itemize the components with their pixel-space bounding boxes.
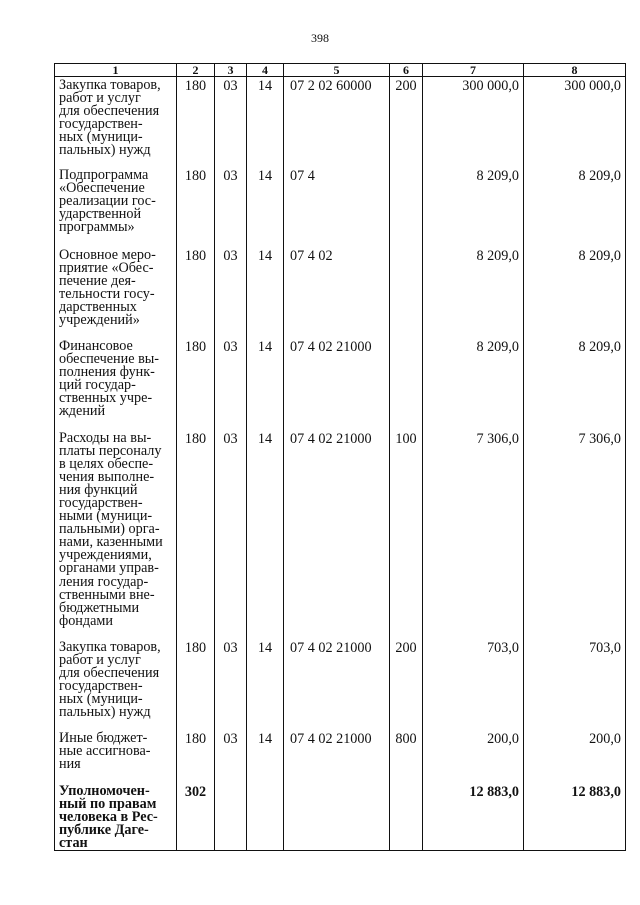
cell-expense-type (390, 247, 423, 338)
cell-target-article: 07 2 02 60000 (284, 77, 390, 167)
table-body (55, 77, 626, 851)
cell-expense-type (390, 338, 423, 430)
name-line: работ и услуг (59, 651, 141, 668)
cell-amount-year2: 12 883,0 (524, 783, 626, 851)
name-line: Расходы на вы- (59, 429, 152, 446)
name-line: ния функций (59, 481, 138, 498)
cell-name (55, 730, 177, 783)
name-line: ных (муници- (59, 129, 143, 146)
name-line: Закупка товаров, (59, 638, 161, 655)
cell-kvsr: 180 (177, 247, 215, 338)
name-line: Закупка товаров, (59, 77, 161, 93)
cell-section (215, 783, 247, 851)
cell-amount-year1: 12 883,0 (423, 783, 524, 851)
table-row (55, 783, 626, 851)
cell-expense-type: 200 (390, 77, 423, 167)
cell-section: 03 (215, 247, 247, 338)
cell-subsection: 14 (247, 77, 284, 167)
cell-amount-year2: 8 209,0 (524, 338, 626, 430)
cell-target-article: 07 4 02 21000 (284, 430, 390, 639)
table-row (55, 167, 626, 247)
cell-expense-type: 800 (390, 730, 423, 783)
name-line: пальных) нужд (59, 142, 151, 159)
name-line: ными (муници- (59, 508, 153, 525)
cell-expense-type: 200 (390, 639, 423, 730)
name-line: ударственной (59, 205, 142, 222)
name-line: ственных учре- (59, 389, 153, 406)
name-line: ждений (59, 402, 106, 419)
table-row (55, 639, 626, 730)
name-line: для обеспечения (59, 664, 160, 681)
name-line: «Обеспечение (59, 179, 145, 196)
column-header: 5 (284, 64, 390, 77)
name-line: Уполномочен- (59, 782, 150, 799)
name-line: в целях обеспе- (59, 455, 154, 472)
table-row (55, 430, 626, 639)
name-line: платы персоналу (59, 442, 162, 459)
cell-amount-year1: 703,0 (423, 639, 524, 730)
cell-amount-year2: 703,0 (524, 639, 626, 730)
cell-amount-year2: 7 306,0 (524, 430, 626, 639)
cell-amount-year1: 300 000,0 (423, 77, 524, 167)
name-line: человека в Рес- (59, 808, 158, 825)
name-line: Подпрограмма (59, 166, 149, 183)
cell-name (55, 338, 177, 430)
cell-amount-year1: 8 209,0 (423, 247, 524, 338)
cell-name (55, 430, 177, 639)
name-line: государствен- (59, 116, 143, 133)
name-line: дарственных (59, 298, 137, 315)
name-line: учреждениями, (59, 547, 152, 564)
column-header: 1 (55, 64, 177, 77)
name-line: реализации гос- (59, 192, 156, 209)
name-line: пальных) нужд (59, 703, 151, 720)
cell-subsection (247, 783, 284, 851)
column-header: 8 (524, 64, 626, 77)
cell-target-article (284, 783, 390, 851)
cell-subsection: 14 (247, 639, 284, 730)
cell-amount-year2: 200,0 (524, 730, 626, 783)
cell-kvsr: 180 (177, 639, 215, 730)
cell-amount-year1: 200,0 (423, 730, 524, 783)
cell-section: 03 (215, 167, 247, 247)
cell-target-article: 07 4 02 21000 (284, 639, 390, 730)
header-row (55, 64, 626, 77)
name-line: учреждений» (59, 311, 140, 328)
name-line: пальными) орга- (59, 521, 160, 538)
table-row (55, 77, 626, 167)
name-line: обеспечение вы- (59, 350, 160, 367)
name-line: ные ассигнова- (59, 742, 151, 759)
cell-target-article: 07 4 02 21000 (284, 730, 390, 783)
cell-amount-year2: 8 209,0 (524, 167, 626, 247)
name-line: Финансовое (59, 337, 133, 354)
name-line: государствен- (59, 494, 143, 511)
cell-section: 03 (215, 730, 247, 783)
column-header: 2 (177, 64, 215, 77)
name-line: печение дея- (59, 272, 136, 289)
cell-expense-type (390, 167, 423, 247)
name-line: тельности госу- (59, 285, 155, 302)
cell-amount-year2: 8 209,0 (524, 247, 626, 338)
table-row (55, 338, 626, 430)
cell-name (55, 783, 177, 851)
name-line: программы» (59, 218, 135, 235)
cell-name (55, 77, 177, 167)
name-line: органами управ- (59, 560, 159, 577)
name-line: ций государ- (59, 376, 136, 393)
name-line: ный по правам (59, 795, 157, 812)
cell-amount-year1: 8 209,0 (423, 167, 524, 247)
cell-section: 03 (215, 430, 247, 639)
name-line: работ и услуг (59, 90, 141, 107)
cell-expense-type (390, 783, 423, 851)
name-line: ния (59, 755, 81, 772)
name-line: приятие «Обес- (59, 259, 154, 276)
column-header: 4 (247, 64, 284, 77)
cell-section: 03 (215, 338, 247, 430)
cell-amount-year1: 8 209,0 (423, 338, 524, 430)
cell-kvsr: 180 (177, 77, 215, 167)
cell-kvsr: 180 (177, 167, 215, 247)
name-line: стан (59, 834, 88, 851)
name-line: ственными вне- (59, 586, 155, 603)
column-header: 7 (423, 64, 524, 77)
table-row (55, 247, 626, 338)
cell-amount-year2: 300 000,0 (524, 77, 626, 167)
cell-target-article: 07 4 (284, 167, 390, 247)
cell-amount-year1: 7 306,0 (423, 430, 524, 639)
name-line: фондами (59, 612, 113, 629)
cell-subsection: 14 (247, 167, 284, 247)
cell-subsection: 14 (247, 430, 284, 639)
cell-subsection: 14 (247, 338, 284, 430)
name-line: нами, казенными (59, 534, 163, 551)
name-line: чения выполне- (59, 468, 155, 485)
cell-expense-type: 100 (390, 430, 423, 639)
page-number: 398 (311, 31, 329, 45)
cell-kvsr: 180 (177, 430, 215, 639)
cell-name (55, 247, 177, 338)
cell-target-article: 07 4 02 21000 (284, 338, 390, 430)
table-row (55, 730, 626, 783)
cell-subsection: 14 (247, 730, 284, 783)
cell-section: 03 (215, 639, 247, 730)
cell-name (55, 167, 177, 247)
name-line: бюджетными (59, 599, 140, 616)
cell-kvsr: 302 (177, 783, 215, 851)
name-line: Иные бюджет- (59, 729, 148, 746)
cell-name (55, 639, 177, 730)
cell-kvsr: 180 (177, 338, 215, 430)
column-header: 6 (390, 64, 423, 77)
name-line: полнения функ- (59, 363, 155, 380)
cell-kvsr: 180 (177, 730, 215, 783)
cell-section: 03 (215, 77, 247, 167)
name-line: ных (муници- (59, 690, 143, 707)
name-line: публике Даге- (59, 821, 149, 838)
name-line: государствен- (59, 677, 143, 694)
cell-target-article: 07 4 02 (284, 247, 390, 338)
name-line: ления государ- (59, 573, 149, 590)
cell-subsection: 14 (247, 247, 284, 338)
name-line: для обеспечения (59, 103, 160, 120)
budget-table (54, 63, 626, 851)
column-header: 3 (215, 64, 247, 77)
name-line: Основное меро- (59, 246, 156, 263)
